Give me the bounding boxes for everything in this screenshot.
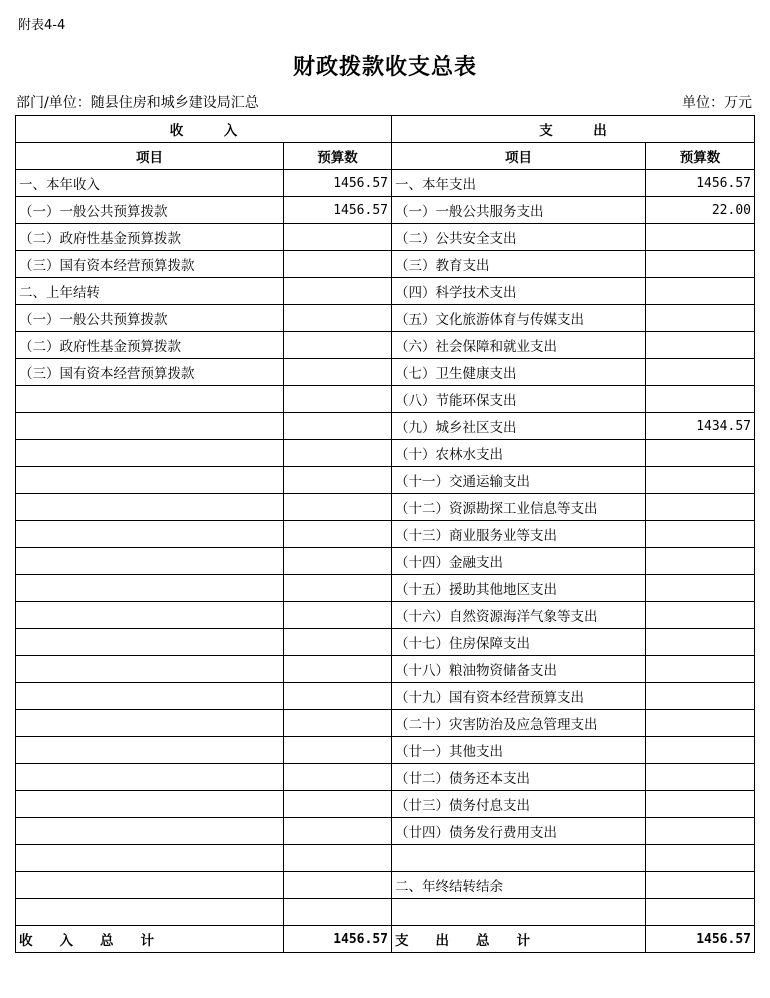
income-item-cell: 二、上年结转	[16, 278, 284, 305]
table-row	[16, 413, 755, 440]
expense-amount-cell	[646, 629, 755, 656]
expense-item-cell: （十九）国有资本经营预算支出	[392, 683, 646, 710]
expense-amount-cell	[646, 386, 755, 413]
page-title: 财政拨款收支总表	[292, 55, 477, 80]
table-row	[16, 818, 755, 845]
attachment-label: 附表4-4	[18, 18, 66, 33]
expense-item-cell: （八）节能环保支出	[392, 386, 646, 413]
table-row	[16, 224, 755, 251]
expense-amount-cell	[646, 683, 755, 710]
expense-amount-cell	[646, 764, 755, 791]
expense-header: 支 出	[392, 116, 755, 143]
expense-item-cell: （二十）灾害防治及应急管理支出	[392, 710, 646, 737]
income-amount-cell	[284, 224, 392, 251]
expense-item-cell: （十二）资源勘探工业信息等支出	[392, 494, 646, 521]
income-item-header: 项目	[16, 143, 284, 170]
income-item-cell: （一）一般公共预算拨款	[16, 305, 284, 332]
income-amount-cell	[284, 575, 392, 602]
income-amount-cell	[284, 467, 392, 494]
expense-amount-cell: 1434.57	[646, 413, 755, 440]
table-row	[16, 251, 755, 278]
expense-amount-cell	[646, 224, 755, 251]
table-row	[16, 764, 755, 791]
expense-item-cell: 二、年终结转结余	[392, 872, 646, 899]
table-row	[16, 683, 755, 710]
income-item-cell	[16, 764, 284, 791]
income-item-cell	[16, 872, 284, 899]
expense-item-cell: （三）教育支出	[392, 251, 646, 278]
income-item-cell	[16, 413, 284, 440]
expense-amount-cell	[646, 548, 755, 575]
income-item-cell	[16, 602, 284, 629]
income-amount-cell	[284, 413, 392, 440]
income-item-cell	[16, 386, 284, 413]
expense-amount-cell	[646, 899, 755, 926]
table-row	[16, 170, 755, 197]
expense-item-cell: （十）农林水支出	[392, 440, 646, 467]
income-item-cell	[16, 440, 284, 467]
income-item-cell	[16, 899, 284, 926]
table-row	[16, 305, 755, 332]
expense-amount-cell	[646, 278, 755, 305]
expense-amount-cell	[646, 494, 755, 521]
income-item-cell: （三）国有资本经营预算拨款	[16, 359, 284, 386]
income-amount-cell	[284, 899, 392, 926]
income-item-cell	[16, 656, 284, 683]
income-amount-cell	[284, 602, 392, 629]
expense-item-cell: （廿三）债务付息支出	[392, 791, 646, 818]
income-item-cell: （一）一般公共预算拨款	[16, 197, 284, 224]
income-amount-cell	[284, 656, 392, 683]
expense-amount-cell	[646, 710, 755, 737]
expense-item-cell: （六）社会保障和就业支出	[392, 332, 646, 359]
table-body	[16, 170, 755, 926]
expense-item-cell	[392, 845, 646, 872]
income-header: 收 入	[16, 116, 392, 143]
income-item-cell: （二）政府性基金预算拨款	[16, 332, 284, 359]
expense-item-cell: （四）科学技术支出	[392, 278, 646, 305]
expense-amount-cell	[646, 737, 755, 764]
table-row	[16, 521, 755, 548]
income-total-label: 收 入 总 计	[16, 926, 284, 953]
expense-item-cell: （廿一）其他支出	[392, 737, 646, 764]
income-item-cell	[16, 845, 284, 872]
unit-label: 单位：万元	[682, 95, 752, 111]
income-amount-cell	[284, 764, 392, 791]
income-item-cell	[16, 467, 284, 494]
total-row	[16, 926, 755, 953]
income-amount-cell: 1456.57	[284, 170, 392, 197]
expense-amount-cell: 1456.57	[646, 170, 755, 197]
table-row	[16, 575, 755, 602]
expense-item-cell: （二）公共安全支出	[392, 224, 646, 251]
income-item-cell	[16, 737, 284, 764]
table-row	[16, 332, 755, 359]
income-amount-cell	[284, 359, 392, 386]
income-item-cell	[16, 575, 284, 602]
expense-amount-cell	[646, 575, 755, 602]
department-label: 部门/单位：随县住房和城乡建设局汇总	[16, 95, 259, 111]
expense-item-cell: （十八）粮油物资储备支出	[392, 656, 646, 683]
expense-item-cell: （廿四）债务发行费用支出	[392, 818, 646, 845]
table-row	[16, 899, 755, 926]
expense-item-cell	[392, 899, 646, 926]
expense-item-cell: （廿二）债务还本支出	[392, 764, 646, 791]
expense-amount-cell	[646, 521, 755, 548]
table-row	[16, 548, 755, 575]
expense-item-cell: （五）文化旅游体育与传媒支出	[392, 305, 646, 332]
table-row	[16, 494, 755, 521]
income-item-cell	[16, 791, 284, 818]
income-total-amount: 1456.57	[284, 926, 392, 953]
income-amount-cell	[284, 278, 392, 305]
income-amount-cell	[284, 791, 392, 818]
budget-table	[15, 115, 755, 953]
expense-amount-cell	[646, 791, 755, 818]
table-row	[16, 656, 755, 683]
expense-amount-cell	[646, 305, 755, 332]
income-amount-cell	[284, 710, 392, 737]
table-row	[16, 197, 755, 224]
expense-item-cell: 一、本年支出	[392, 170, 646, 197]
expense-item-cell: （十六）自然资源海洋气象等支出	[392, 602, 646, 629]
table-row	[16, 791, 755, 818]
income-item-cell	[16, 629, 284, 656]
expense-amount-cell	[646, 818, 755, 845]
income-amount-cell	[284, 440, 392, 467]
expense-amount-cell	[646, 440, 755, 467]
expense-item-cell: （十一）交通运输支出	[392, 467, 646, 494]
expense-item-cell: （九）城乡社区支出	[392, 413, 646, 440]
income-amount-cell	[284, 872, 392, 899]
income-item-cell	[16, 548, 284, 575]
income-amount-cell	[284, 818, 392, 845]
income-item-cell	[16, 521, 284, 548]
expense-item-cell: （十七）住房保障支出	[392, 629, 646, 656]
table-row	[16, 359, 755, 386]
expense-amount-cell	[646, 872, 755, 899]
expense-amount-cell	[646, 332, 755, 359]
table-row	[16, 386, 755, 413]
expense-item-cell: （七）卫生健康支出	[392, 359, 646, 386]
income-amount-cell	[284, 305, 392, 332]
income-amount-cell	[284, 521, 392, 548]
table-row	[16, 602, 755, 629]
table-row	[16, 440, 755, 467]
table-row	[16, 710, 755, 737]
income-item-cell: （二）政府性基金预算拨款	[16, 224, 284, 251]
table-row	[16, 845, 755, 872]
income-amount-cell	[284, 494, 392, 521]
income-amount-cell	[284, 332, 392, 359]
income-amount-cell	[284, 548, 392, 575]
expense-item-cell: （一）一般公共服务支出	[392, 197, 646, 224]
income-item-cell: 一、本年收入	[16, 170, 284, 197]
expense-total-amount: 1456.57	[646, 926, 755, 953]
expense-item-cell: （十五）援助其他地区支出	[392, 575, 646, 602]
expense-item-cell: （十三）商业服务业等支出	[392, 521, 646, 548]
expense-budget-header: 预算数	[646, 143, 755, 170]
expense-total-label: 支 出 总 计	[392, 926, 646, 953]
table-row	[16, 737, 755, 764]
income-amount-cell	[284, 683, 392, 710]
income-amount-cell: 1456.57	[284, 197, 392, 224]
table-row	[16, 467, 755, 494]
expense-amount-cell	[646, 251, 755, 278]
table-row	[16, 278, 755, 305]
expense-amount-cell	[646, 845, 755, 872]
expense-amount-cell	[646, 359, 755, 386]
income-item-cell	[16, 818, 284, 845]
expense-amount-cell: 22.00	[646, 197, 755, 224]
income-amount-cell	[284, 737, 392, 764]
table-row	[16, 629, 755, 656]
income-item-cell	[16, 710, 284, 737]
income-item-cell	[16, 494, 284, 521]
income-amount-cell	[284, 251, 392, 278]
expense-amount-cell	[646, 467, 755, 494]
table-row	[16, 872, 755, 899]
income-amount-cell	[284, 629, 392, 656]
expense-amount-cell	[646, 602, 755, 629]
expense-item-header: 项目	[392, 143, 646, 170]
expense-item-cell: （十四）金融支出	[392, 548, 646, 575]
income-budget-header: 预算数	[284, 143, 392, 170]
income-item-cell	[16, 683, 284, 710]
expense-amount-cell	[646, 656, 755, 683]
income-amount-cell	[284, 845, 392, 872]
income-amount-cell	[284, 386, 392, 413]
income-item-cell: （三）国有资本经营预算拨款	[16, 251, 284, 278]
